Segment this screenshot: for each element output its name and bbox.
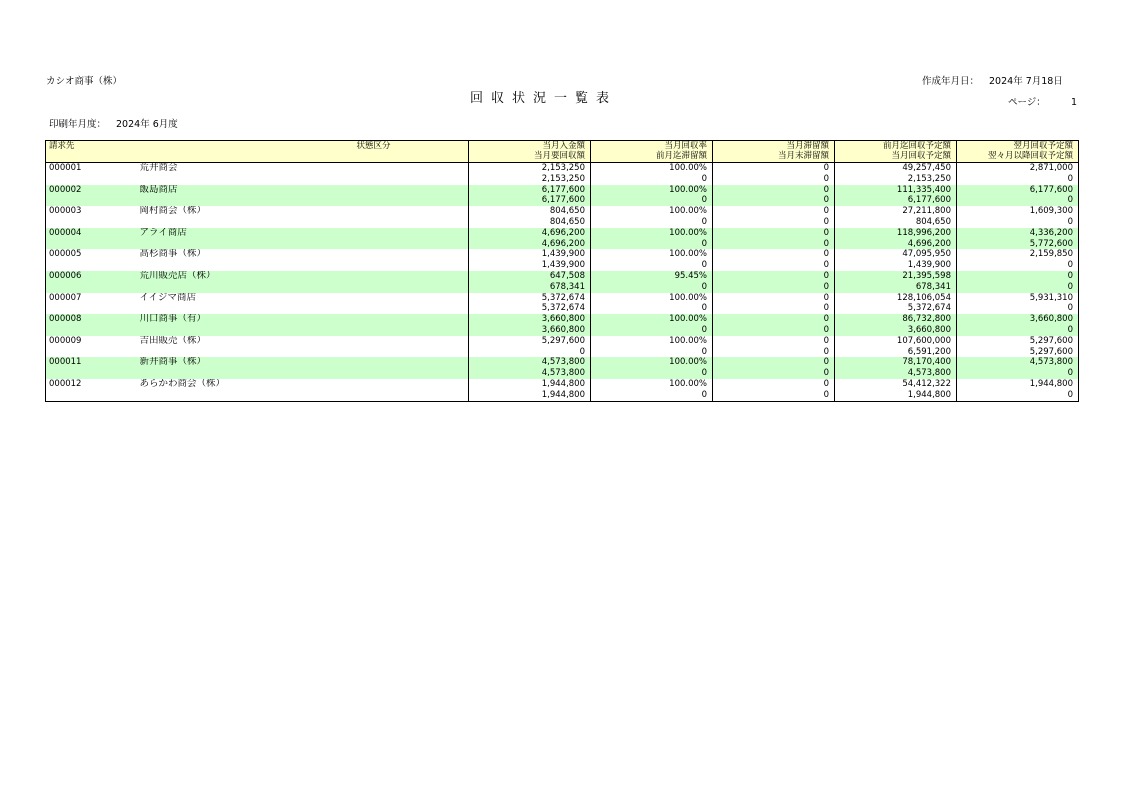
col-header-rate-line1: 当月回収率 xyxy=(664,141,707,151)
table-row xyxy=(46,314,1079,325)
table-row xyxy=(46,206,1079,217)
collection-rate: 100.00% xyxy=(591,314,713,325)
customer-name: 川口商事（有） xyxy=(140,314,469,325)
table-row xyxy=(46,303,1079,314)
required-collection: 2,153,250 xyxy=(469,174,591,185)
scheduled-until-prev: 21,395,598 xyxy=(835,271,957,282)
current-overdue: 0 xyxy=(713,163,835,174)
current-payment: 4,573,800 xyxy=(469,357,591,368)
next-month-scheduled: 2,871,000 xyxy=(957,163,1079,174)
table-header-row xyxy=(46,141,1079,163)
overdue-until-prev: 0 xyxy=(591,368,713,379)
month-end-overdue: 0 xyxy=(713,303,835,314)
customer-code: 000008 xyxy=(46,314,140,325)
current-scheduled: 1,944,800 xyxy=(835,390,957,401)
overdue-until-prev: 0 xyxy=(591,303,713,314)
table-row xyxy=(46,174,1079,185)
table-row xyxy=(46,217,1079,228)
table-row xyxy=(46,379,1079,390)
col-header-next-line2: 翌々月以降回収予定額 xyxy=(987,151,1073,161)
table-row xyxy=(46,163,1079,174)
customer-name: イイジマ商店 xyxy=(139,292,197,303)
empty-cell xyxy=(46,239,140,250)
table-row xyxy=(46,293,1079,304)
scheduled-until-prev: 107,600,000 xyxy=(835,336,957,347)
col-header-payment-line1: 当月入金額 xyxy=(542,141,585,151)
empty-cell xyxy=(140,303,469,314)
customer-name: 新井商事（株） xyxy=(140,357,469,368)
month-end-overdue: 0 xyxy=(713,282,835,293)
empty-cell xyxy=(140,368,469,379)
overdue-until-prev: 0 xyxy=(591,282,713,293)
required-collection: 6,177,600 xyxy=(469,195,591,206)
col-header-scheduled-line2: 当月回収予定額 xyxy=(891,151,951,161)
col-header-overdue xyxy=(713,141,835,163)
current-scheduled: 804,650 xyxy=(835,217,957,228)
customer-name: 岡村商会（株） xyxy=(139,206,207,217)
page-number: 1 xyxy=(1071,97,1078,108)
customer-code: 000009 xyxy=(49,335,82,346)
page-label: ページ： xyxy=(1008,97,1046,108)
report-title: 回収状況一覧表 xyxy=(470,91,618,106)
collection-rate: 100.00% xyxy=(591,293,713,304)
customer-name: 高杉商事（株） xyxy=(139,249,207,260)
next-month-scheduled: 1,609,300 xyxy=(957,206,1079,217)
month-end-overdue: 0 xyxy=(713,195,835,206)
overdue-until-prev: 0 xyxy=(591,174,713,185)
customer-name: アライ商店 xyxy=(140,228,469,239)
current-payment: 5,372,674 xyxy=(469,293,591,304)
scheduled-until-prev: 54,412,322 xyxy=(835,379,957,390)
empty-cell xyxy=(46,174,140,185)
current-overdue: 0 xyxy=(713,357,835,368)
col-header-payment xyxy=(469,141,591,163)
customer-code: 000006 xyxy=(46,271,140,282)
current-payment: 1,439,900 xyxy=(469,249,591,260)
empty-cell xyxy=(46,260,140,271)
created-date xyxy=(922,76,1063,87)
later-scheduled: 0 xyxy=(957,260,1079,271)
later-scheduled: 5,772,600 xyxy=(957,239,1079,250)
later-scheduled: 0 xyxy=(957,325,1079,336)
next-month-scheduled: 5,931,310 xyxy=(957,293,1079,304)
table-row xyxy=(46,357,1079,368)
current-payment: 1,944,800 xyxy=(469,379,591,390)
current-scheduled: 3,660,800 xyxy=(835,325,957,336)
required-collection: 1,439,900 xyxy=(469,260,591,271)
empty-cell xyxy=(140,325,469,336)
current-overdue: 0 xyxy=(713,314,835,325)
empty-cell xyxy=(46,303,140,314)
customer-code: 000011 xyxy=(46,357,140,368)
table-body xyxy=(46,163,1079,402)
table-row xyxy=(46,325,1079,336)
collection-rate: 100.00% xyxy=(591,357,713,368)
col-header-overdue-line1: 当月滞留額 xyxy=(786,141,829,151)
print-year-month xyxy=(49,119,178,130)
month-end-overdue: 0 xyxy=(713,390,835,401)
customer-code: 000004 xyxy=(46,228,140,239)
empty-cell xyxy=(140,239,469,250)
current-overdue: 0 xyxy=(713,185,835,196)
scheduled-until-prev: 111,335,400 xyxy=(835,185,957,196)
scheduled-until-prev: 128,106,054 xyxy=(835,293,957,304)
collection-rate: 100.00% xyxy=(591,228,713,239)
current-overdue: 0 xyxy=(713,228,835,239)
later-scheduled: 0 xyxy=(957,195,1079,206)
col-header-next xyxy=(957,141,1079,163)
empty-cell xyxy=(46,390,140,401)
next-month-scheduled: 2,159,850 xyxy=(957,249,1079,260)
current-payment: 3,660,800 xyxy=(469,314,591,325)
table-row xyxy=(46,368,1079,379)
col-header-rate xyxy=(591,141,713,163)
col-header-customer: 請求先 xyxy=(46,141,140,163)
later-scheduled: 0 xyxy=(957,390,1079,401)
customer-name: 荒井商会 xyxy=(139,162,178,173)
customer-name: 荒川販売店（株） xyxy=(140,271,469,282)
current-scheduled: 4,573,800 xyxy=(835,368,957,379)
later-scheduled: 0 xyxy=(957,368,1079,379)
later-scheduled: 0 xyxy=(957,217,1079,228)
empty-cell xyxy=(140,195,469,206)
customer-name: 飯島商店 xyxy=(140,185,469,196)
overdue-until-prev: 0 xyxy=(591,347,713,358)
collection-rate: 100.00% xyxy=(591,185,713,196)
month-end-overdue: 0 xyxy=(713,347,835,358)
current-scheduled: 2,153,250 xyxy=(835,174,957,185)
empty-cell xyxy=(140,174,469,185)
collection-rate: 100.00% xyxy=(591,206,713,217)
scheduled-until-prev: 78,170,400 xyxy=(835,357,957,368)
empty-cell xyxy=(46,347,140,358)
current-payment: 2,153,250 xyxy=(469,163,591,174)
required-collection: 1,944,800 xyxy=(469,390,591,401)
scheduled-until-prev: 27,211,800 xyxy=(835,206,957,217)
required-collection: 0 xyxy=(469,347,591,358)
customer-code: 000007 xyxy=(49,292,82,303)
current-payment: 6,177,600 xyxy=(469,185,591,196)
next-month-scheduled: 3,660,800 xyxy=(957,314,1079,325)
next-month-scheduled: 1,944,800 xyxy=(957,379,1079,390)
customer-code: 000001 xyxy=(49,163,82,173)
scheduled-until-prev: 118,996,200 xyxy=(835,228,957,239)
customer-code: 000003 xyxy=(49,206,82,217)
customer-code: 000002 xyxy=(46,185,140,196)
overdue-until-prev: 0 xyxy=(591,239,713,250)
collection-rate: 100.00% xyxy=(591,249,713,260)
current-payment: 5,297,600 xyxy=(469,336,591,347)
empty-cell xyxy=(46,368,140,379)
empty-cell xyxy=(46,282,140,293)
required-collection: 5,372,674 xyxy=(469,303,591,314)
overdue-until-prev: 0 xyxy=(591,217,713,228)
print-year-month-label: 印刷年月度： xyxy=(49,119,107,130)
month-end-overdue: 0 xyxy=(713,260,835,271)
table-row xyxy=(46,260,1079,271)
month-end-overdue: 0 xyxy=(713,325,835,336)
required-collection: 3,660,800 xyxy=(469,325,591,336)
current-scheduled: 6,177,600 xyxy=(835,195,957,206)
customer-name: 吉田販売（株） xyxy=(139,335,207,346)
next-month-scheduled: 6,177,600 xyxy=(957,185,1079,196)
later-scheduled: 0 xyxy=(957,282,1079,293)
customer-name: あらかわ商会（株） xyxy=(139,378,226,389)
empty-cell xyxy=(140,347,469,358)
scheduled-until-prev: 47,095,950 xyxy=(835,249,957,260)
current-scheduled: 1,439,900 xyxy=(835,260,957,271)
required-collection: 804,650 xyxy=(469,217,591,228)
table-row xyxy=(46,185,1079,196)
table-row xyxy=(46,271,1079,282)
required-collection: 678,341 xyxy=(469,282,591,293)
current-scheduled: 6,591,200 xyxy=(835,347,957,358)
empty-cell xyxy=(140,390,469,401)
current-scheduled: 5,372,674 xyxy=(835,303,957,314)
overdue-until-prev: 0 xyxy=(591,260,713,271)
current-overdue: 0 xyxy=(713,379,835,390)
next-month-scheduled: 4,336,200 xyxy=(957,228,1079,239)
overdue-until-prev: 0 xyxy=(591,195,713,206)
company-name: カシオ商事（株） xyxy=(46,76,123,87)
collection-rate: 100.00% xyxy=(591,379,713,390)
empty-cell xyxy=(46,325,140,336)
next-month-scheduled: 0 xyxy=(957,271,1079,282)
month-end-overdue: 0 xyxy=(713,368,835,379)
current-overdue: 0 xyxy=(713,336,835,347)
next-month-scheduled: 4,573,800 xyxy=(957,357,1079,368)
overdue-until-prev: 0 xyxy=(591,390,713,401)
table-row xyxy=(46,282,1079,293)
col-header-scheduled xyxy=(835,141,957,163)
current-payment: 4,696,200 xyxy=(469,228,591,239)
col-header-next-line1: 翌月回収予定額 xyxy=(1013,141,1073,151)
current-scheduled: 4,696,200 xyxy=(835,239,957,250)
empty-cell xyxy=(140,282,469,293)
current-payment: 647,508 xyxy=(469,271,591,282)
empty-cell xyxy=(140,217,469,228)
current-overdue: 0 xyxy=(713,249,835,260)
created-date-value: 2024年 7月18日 xyxy=(989,76,1063,87)
empty-cell xyxy=(140,260,469,271)
later-scheduled: 5,297,600 xyxy=(957,347,1079,358)
col-header-status: 状態区分 xyxy=(140,141,469,163)
created-date-label: 作成年月日： xyxy=(922,76,980,87)
overdue-until-prev: 0 xyxy=(591,325,713,336)
customer-code: 000005 xyxy=(49,249,82,260)
collection-status-table xyxy=(45,140,1079,402)
table-row xyxy=(46,390,1079,401)
later-scheduled: 0 xyxy=(957,303,1079,314)
month-end-overdue: 0 xyxy=(713,217,835,228)
current-overdue: 0 xyxy=(713,271,835,282)
current-payment: 804,650 xyxy=(469,206,591,217)
customer-code: 000012 xyxy=(49,378,82,389)
later-scheduled: 0 xyxy=(957,174,1079,185)
col-header-rate-line2: 前月迄滞留額 xyxy=(655,151,707,161)
col-header-overdue-line2: 当月末滞留額 xyxy=(777,151,829,161)
scheduled-until-prev: 49,257,450 xyxy=(835,163,957,174)
table-row xyxy=(46,249,1079,260)
current-scheduled: 678,341 xyxy=(835,282,957,293)
table-row xyxy=(46,347,1079,358)
current-overdue: 0 xyxy=(713,293,835,304)
month-end-overdue: 0 xyxy=(713,174,835,185)
print-year-month-value: 2024年 6月度 xyxy=(116,119,178,130)
table-row xyxy=(46,228,1079,239)
table-row xyxy=(46,195,1079,206)
required-collection: 4,573,800 xyxy=(469,368,591,379)
table-row xyxy=(46,239,1079,250)
next-month-scheduled: 5,297,600 xyxy=(957,336,1079,347)
scheduled-until-prev: 86,732,800 xyxy=(835,314,957,325)
col-header-payment-line2: 当月要回収額 xyxy=(533,151,585,161)
empty-cell xyxy=(46,195,140,206)
collection-rate: 100.00% xyxy=(591,163,713,174)
col-header-scheduled-line1: 前月迄回収予定額 xyxy=(882,141,951,151)
collection-rate: 95.45% xyxy=(591,271,713,282)
table-row xyxy=(46,336,1079,347)
current-overdue: 0 xyxy=(713,206,835,217)
month-end-overdue: 0 xyxy=(713,239,835,250)
collection-rate: 100.00% xyxy=(591,336,713,347)
required-collection: 4,696,200 xyxy=(469,239,591,250)
empty-cell xyxy=(46,217,140,228)
